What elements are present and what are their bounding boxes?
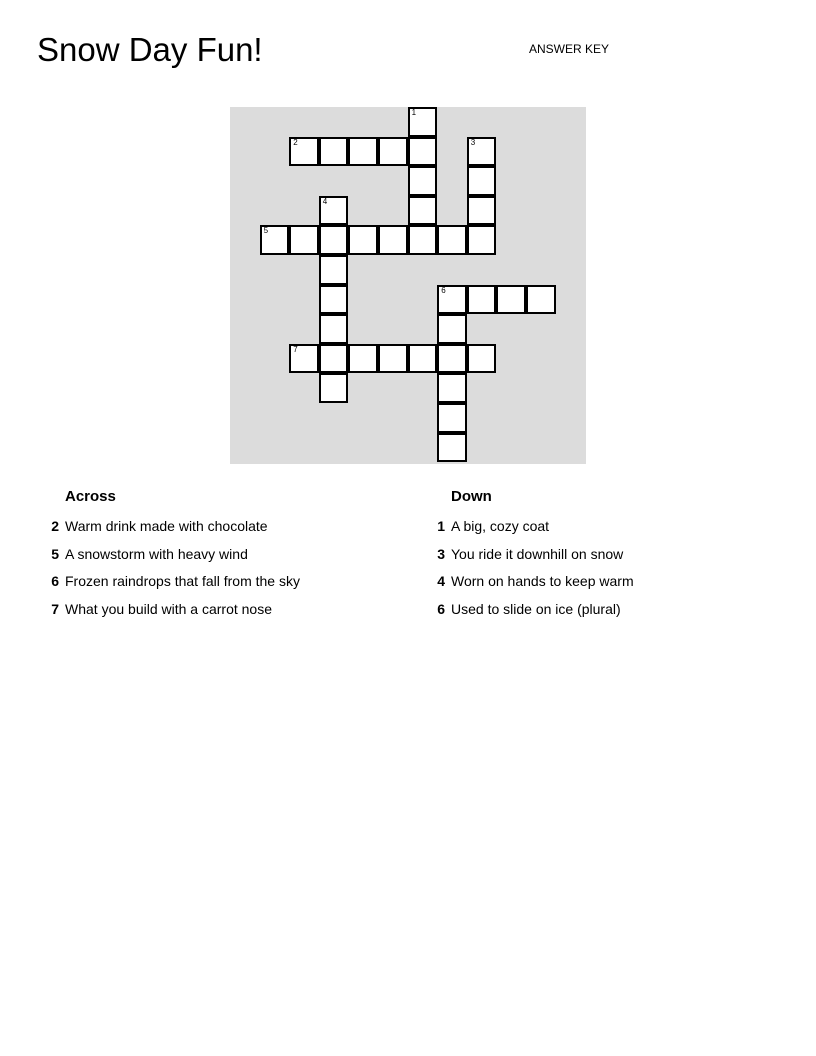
clue-text: Worn on hands to keep warm: [451, 573, 634, 590]
crossword-cell[interactable]: [319, 137, 349, 167]
page-title: Snow Day Fun!: [37, 31, 263, 68]
crossword-cell[interactable]: [467, 285, 497, 315]
cell-number: 1: [411, 108, 417, 117]
cell-number: 5: [263, 226, 269, 236]
down-clue: [430, 519, 760, 547]
clue-text: A big, cozy coat: [451, 518, 550, 534]
crossword-grid: [230, 107, 586, 464]
crossword-cell[interactable]: [289, 225, 319, 255]
down-clue: [430, 602, 760, 630]
crossword-cell[interactable]: [437, 373, 467, 403]
crossword-cell[interactable]: [467, 137, 497, 167]
crossword-cell[interactable]: [319, 285, 349, 315]
clue-text: What you build with a carrot nose: [65, 601, 272, 618]
crossword-cell[interactable]: [437, 433, 467, 463]
crossword-cell[interactable]: [319, 314, 349, 344]
crossword-cell[interactable]: [467, 166, 497, 196]
crossword-cell[interactable]: [319, 344, 349, 374]
cell-number: 4: [322, 196, 328, 206]
cell-number: 7: [293, 344, 298, 354]
crossword-cell[interactable]: [408, 344, 438, 374]
clue-number: 3: [437, 545, 445, 562]
crossword-cell[interactable]: [319, 255, 349, 285]
across-clue: [44, 547, 374, 575]
down-clue: [430, 574, 760, 602]
clue-number: 6: [51, 573, 59, 590]
crossword-cell[interactable]: [437, 285, 467, 315]
down-clues: [430, 489, 760, 630]
clue-number: 6: [437, 601, 445, 618]
across-heading: Across: [65, 488, 116, 505]
clue-number: 2: [51, 518, 59, 534]
crossword-cell[interactable]: [408, 107, 438, 137]
crossword-cell[interactable]: [319, 373, 349, 403]
cell-number: 3: [470, 137, 476, 147]
crossword-cell[interactable]: [408, 225, 438, 255]
crossword-cell[interactable]: [378, 137, 408, 167]
clue-text: Frozen raindrops that fall from the sky: [65, 573, 300, 590]
crossword-cell[interactable]: [408, 166, 438, 196]
across-clue: [44, 574, 374, 602]
crossword-cell[interactable]: [348, 344, 378, 374]
crossword-cell[interactable]: [467, 344, 497, 374]
crossword-cell[interactable]: [526, 285, 556, 315]
crossword-cell[interactable]: [467, 196, 497, 226]
crossword-cell[interactable]: [319, 196, 349, 226]
down-heading: Down: [451, 488, 492, 505]
crossword-cell[interactable]: [378, 344, 408, 374]
crossword-cell[interactable]: [348, 137, 378, 167]
clue-text: A snowstorm with heavy wind: [65, 545, 248, 562]
cell-number: 6: [441, 285, 446, 295]
crossword-cell[interactable]: [437, 314, 467, 344]
clue-number: 4: [437, 573, 445, 590]
crossword-cell[interactable]: [408, 137, 438, 167]
crossword-cell[interactable]: [378, 225, 408, 255]
crossword-cell[interactable]: [319, 225, 349, 255]
crossword-cell[interactable]: [467, 225, 497, 255]
crossword-cell[interactable]: [437, 403, 467, 433]
answer-key-label: ANSWER KEY: [529, 42, 610, 56]
clue-text: You ride it downhill on snow: [451, 545, 624, 562]
crossword-cell[interactable]: [408, 196, 438, 226]
across-clue: [44, 519, 374, 547]
crossword-cell[interactable]: [289, 344, 319, 374]
clue-text: Warm drink made with chocolate: [65, 518, 268, 534]
clue-text: Used to slide on ice (plural): [451, 601, 621, 618]
down-clue: [430, 547, 760, 575]
crossword-cell[interactable]: [437, 344, 467, 374]
clue-number: 5: [51, 545, 59, 562]
across-clue: [44, 602, 374, 630]
crossword-cell[interactable]: [496, 285, 526, 315]
crossword-cell[interactable]: [348, 225, 378, 255]
cell-number: 2: [293, 137, 298, 147]
clue-number: 1: [437, 518, 445, 534]
crossword-cell[interactable]: [437, 225, 467, 255]
across-clues: [44, 489, 374, 630]
crossword-cell[interactable]: [289, 137, 319, 167]
clue-number: 7: [51, 601, 59, 618]
crossword-cell[interactable]: [260, 225, 290, 255]
